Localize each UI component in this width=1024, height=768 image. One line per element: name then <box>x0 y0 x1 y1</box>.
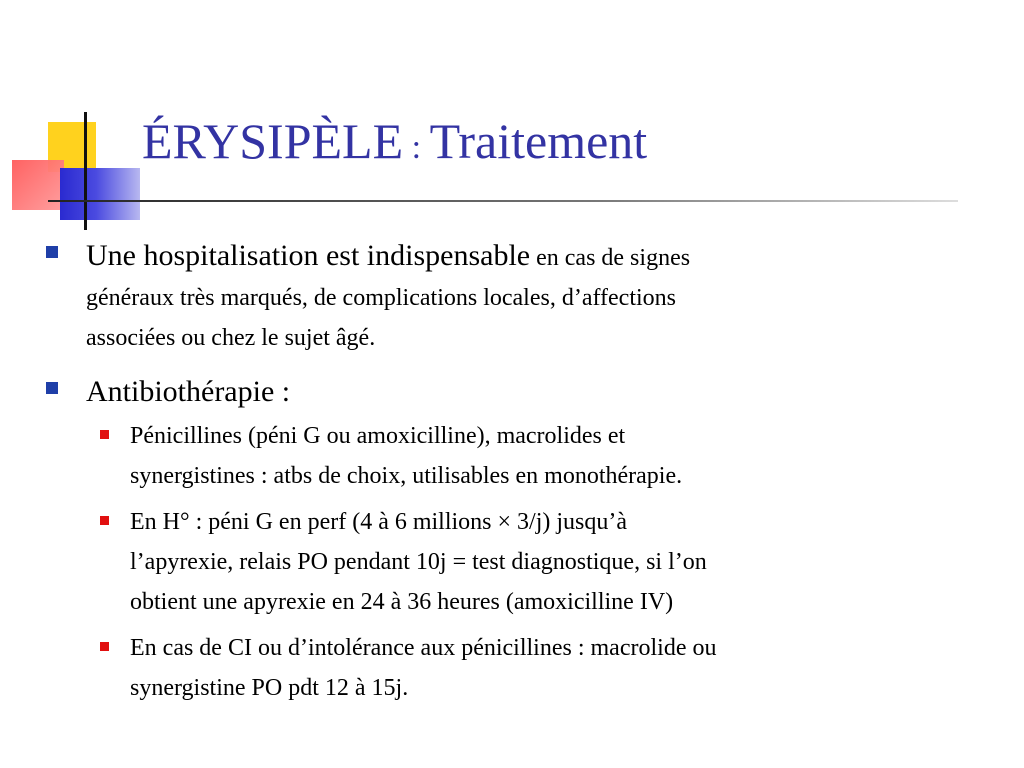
bullet-lead: Antibiothérapie : <box>86 375 291 408</box>
logo-red-square <box>12 160 64 210</box>
sub-bullet-marker <box>100 430 109 439</box>
sub-bullet-line: synergistine PO pdt 12 à 15j. <box>130 675 409 701</box>
sub-bullet-line: En cas de CI ou d’intolérance aux pénicillines : macrolide ou <box>130 635 717 661</box>
slide-logo <box>0 0 160 240</box>
title-underline <box>48 200 958 202</box>
slide-title <box>142 112 647 170</box>
logo-vertical-line <box>84 112 87 230</box>
sub-bullet-line: synergistines : atbs de choix, utilisables en monothérapie. <box>130 463 683 489</box>
sub-bullet-marker <box>100 516 109 525</box>
sub-bullet-line: Pénicillines (péni G ou amoxicilline), macrolides et <box>130 423 626 449</box>
bullet-antibiotherapie <box>46 372 996 708</box>
slide-content <box>46 236 996 722</box>
bullet-continuation: associées ou chez le sujet âgé. <box>86 325 376 351</box>
bullet-lead: Une hospitalisation est indispensable <box>86 239 531 272</box>
bullet-continuation: généraux très marqués, de complications locales, d’affections <box>86 285 677 311</box>
title-separator: : <box>403 129 430 166</box>
bullet-text: en cas de signes <box>530 245 691 271</box>
bullet-hospitalisation <box>46 236 996 358</box>
bullet-marker <box>46 246 58 258</box>
sub-bullet-line: En H° : péni G en perf (4 à 6 millions × 3/j) jusqu’à <box>130 509 628 535</box>
sub-bullet-line: l’apyrexie, relais PO pendant 10j = test diagnostique, si l’on <box>130 549 707 575</box>
sub-bullet-line: obtient une apyrexie en 24 à 36 heures (amoxicilline IV) <box>130 589 674 615</box>
sub-bullet-list <box>46 416 996 708</box>
sub-bullet-hopital <box>46 502 996 622</box>
sub-bullet-penicillines <box>46 416 996 496</box>
title-rest: Traitement <box>429 113 648 169</box>
sub-bullet-intolerance <box>46 628 996 708</box>
sub-bullet-marker <box>100 642 109 651</box>
bullet-marker <box>46 382 58 394</box>
title-main: ÉRYSIPÈLE <box>142 113 404 169</box>
logo-blue-square <box>60 168 140 220</box>
